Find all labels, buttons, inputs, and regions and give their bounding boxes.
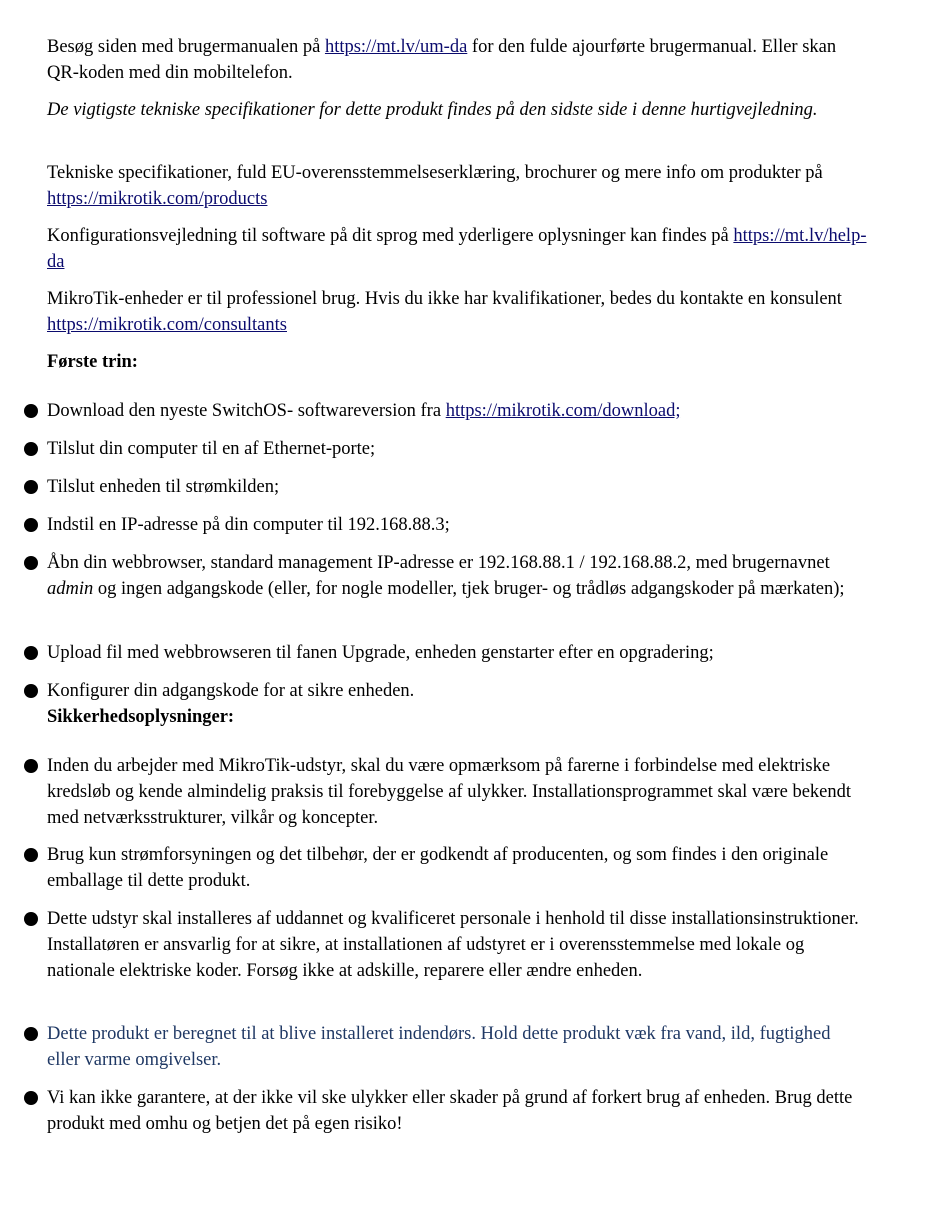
- first-steps-heading: Første trin:: [47, 352, 138, 372]
- first-steps-item-ip: [47, 512, 867, 538]
- bullet-icon: [24, 404, 38, 418]
- bullet-icon: [24, 480, 38, 494]
- products-link[interactable]: https://mikrotik.com/products: [47, 189, 268, 209]
- first-steps-item-power: [47, 474, 867, 500]
- user-manual-text-rest: for den fulde ajourførte brugermanual. Eller skan QR-koden med din mobiltelefon.: [47, 37, 837, 83]
- step-text: Indstil en IP-adresse på din computer til 192.168.88.3;: [47, 515, 450, 535]
- user-manual-text: Besøg siden med brugermanualen på: [47, 37, 325, 57]
- tech-specs-paragraph: [47, 160, 867, 212]
- first-steps-item-connect: [47, 436, 867, 462]
- first-steps-item-upload: [47, 640, 867, 666]
- safety-item-indoor: [47, 1021, 867, 1073]
- specs-note-paragraph: De vigtigste tekniske specifikationer for dette produkt findes på den sidste side i denne hurtigvejledning.: [47, 100, 818, 120]
- consultants-link[interactable]: https://mikrotik.com/consultants: [47, 315, 287, 335]
- user-manual-link[interactable]: https://mt.lv/um-da: [324, 37, 468, 57]
- tech-specs-text: Tekniske specifikationer, fuld EU-overensstemmelseserklæring, brochurer og mere info om produkter på: [47, 163, 823, 183]
- bullet-icon: [24, 1027, 38, 1041]
- bullet-icon: [24, 912, 38, 926]
- username-text: admin: [47, 579, 94, 599]
- safety-text: Brug kun strømforsyningen og det tilbehør, der er godkendt af producenten, og som findes i den originale emballage til dette produkt.: [47, 845, 829, 891]
- professional-use-text: MikroTik-enheder er til professionel brug. Hvis du ikke har kvalifikationer, bedes du kontakte en konsulent: [47, 289, 842, 309]
- first-steps-item-download: [47, 398, 867, 424]
- bullet-icon: [24, 442, 38, 456]
- bullet-icon: [24, 1091, 38, 1105]
- safety-item-installation: [47, 906, 867, 984]
- bullet-icon: [24, 518, 38, 532]
- help-link[interactable]: https://mt.lv/help-da: [47, 226, 867, 272]
- step-text: Tilslut enheden til strømkilden;: [47, 477, 280, 497]
- bullet-icon: [24, 684, 38, 698]
- step-text: Konfigurer din adgangskode for at sikre enheden.: [47, 681, 415, 701]
- safety-item-hazards: [47, 753, 867, 831]
- first-steps-item-password: [47, 678, 867, 704]
- download-link[interactable]: https://mikrotik.com/download;: [445, 401, 681, 421]
- user-manual-paragraph: [47, 34, 867, 86]
- bullet-icon: [24, 759, 38, 773]
- safety-text: Inden du arbejder med MikroTik-udstyr, skal du være opmærksom på farerne i forbindelse med elektriske kredsløb og kende almindelig praksis til forebyggelse af ulykker. Installationsprogrammet skal være bekendt med netværksstrukturer, vilkår og koncepter.: [47, 756, 852, 828]
- safety-item-liability: [47, 1085, 867, 1137]
- config-guide-paragraph: [47, 223, 867, 275]
- bullet-icon: [24, 848, 38, 862]
- step-text: Tilslut din computer til en af Ethernet-porte;: [47, 439, 376, 459]
- config-guide-text: Konfigurationsvejledning til software på dit sprog med yderligere oplysninger kan findes på: [47, 226, 734, 246]
- safety-text: Dette produkt er beregnet til at blive installeret indendørs. Hold dette produkt væk fra vand, ild, fugtighed eller varme omgivelser.: [47, 1024, 831, 1070]
- safety-text: Vi kan ikke garantere, at der ikke vil ske ulykker eller skader på grund af forkert brug af enheden. Brug dette produkt med omhu og betjen det på egen risiko!: [47, 1088, 853, 1134]
- step-text-rest: og ingen adgangskode (eller, for nogle modeller, tjek bruger- og trådløs adgangskoder på mærkaten);: [93, 579, 845, 599]
- safety-item-power-supply: [47, 842, 867, 894]
- bullet-icon: [24, 556, 38, 570]
- step-text: Upload fil med webbrowseren til fanen Upgrade, enheden genstarter efter en opgradering;: [47, 643, 714, 663]
- step-text: Åbn din webbrowser, standard management IP-adresse er 192.168.88.1 / 192.168.88.2, med brugernavnet: [47, 553, 830, 573]
- bullet-icon: [24, 646, 38, 660]
- safety-text: Dette udstyr skal installeres af uddannet og kvalificeret personale i henhold til disse installationsinstruktioner. Installatøren er ansvarlig for at sikre, at installationen af udstyret er i overensstemmelse med lokale og nationale elektriske koder. Forsøg ikke at adskille, reparere eller ændre enheden.: [47, 909, 859, 981]
- first-steps-item-browser: [47, 550, 867, 602]
- safety-heading: Sikkerhedsoplysninger:: [47, 707, 235, 727]
- step-text: Download den nyeste SwitchOS- softwareversion fra: [47, 401, 446, 421]
- professional-use-paragraph: [47, 286, 867, 338]
